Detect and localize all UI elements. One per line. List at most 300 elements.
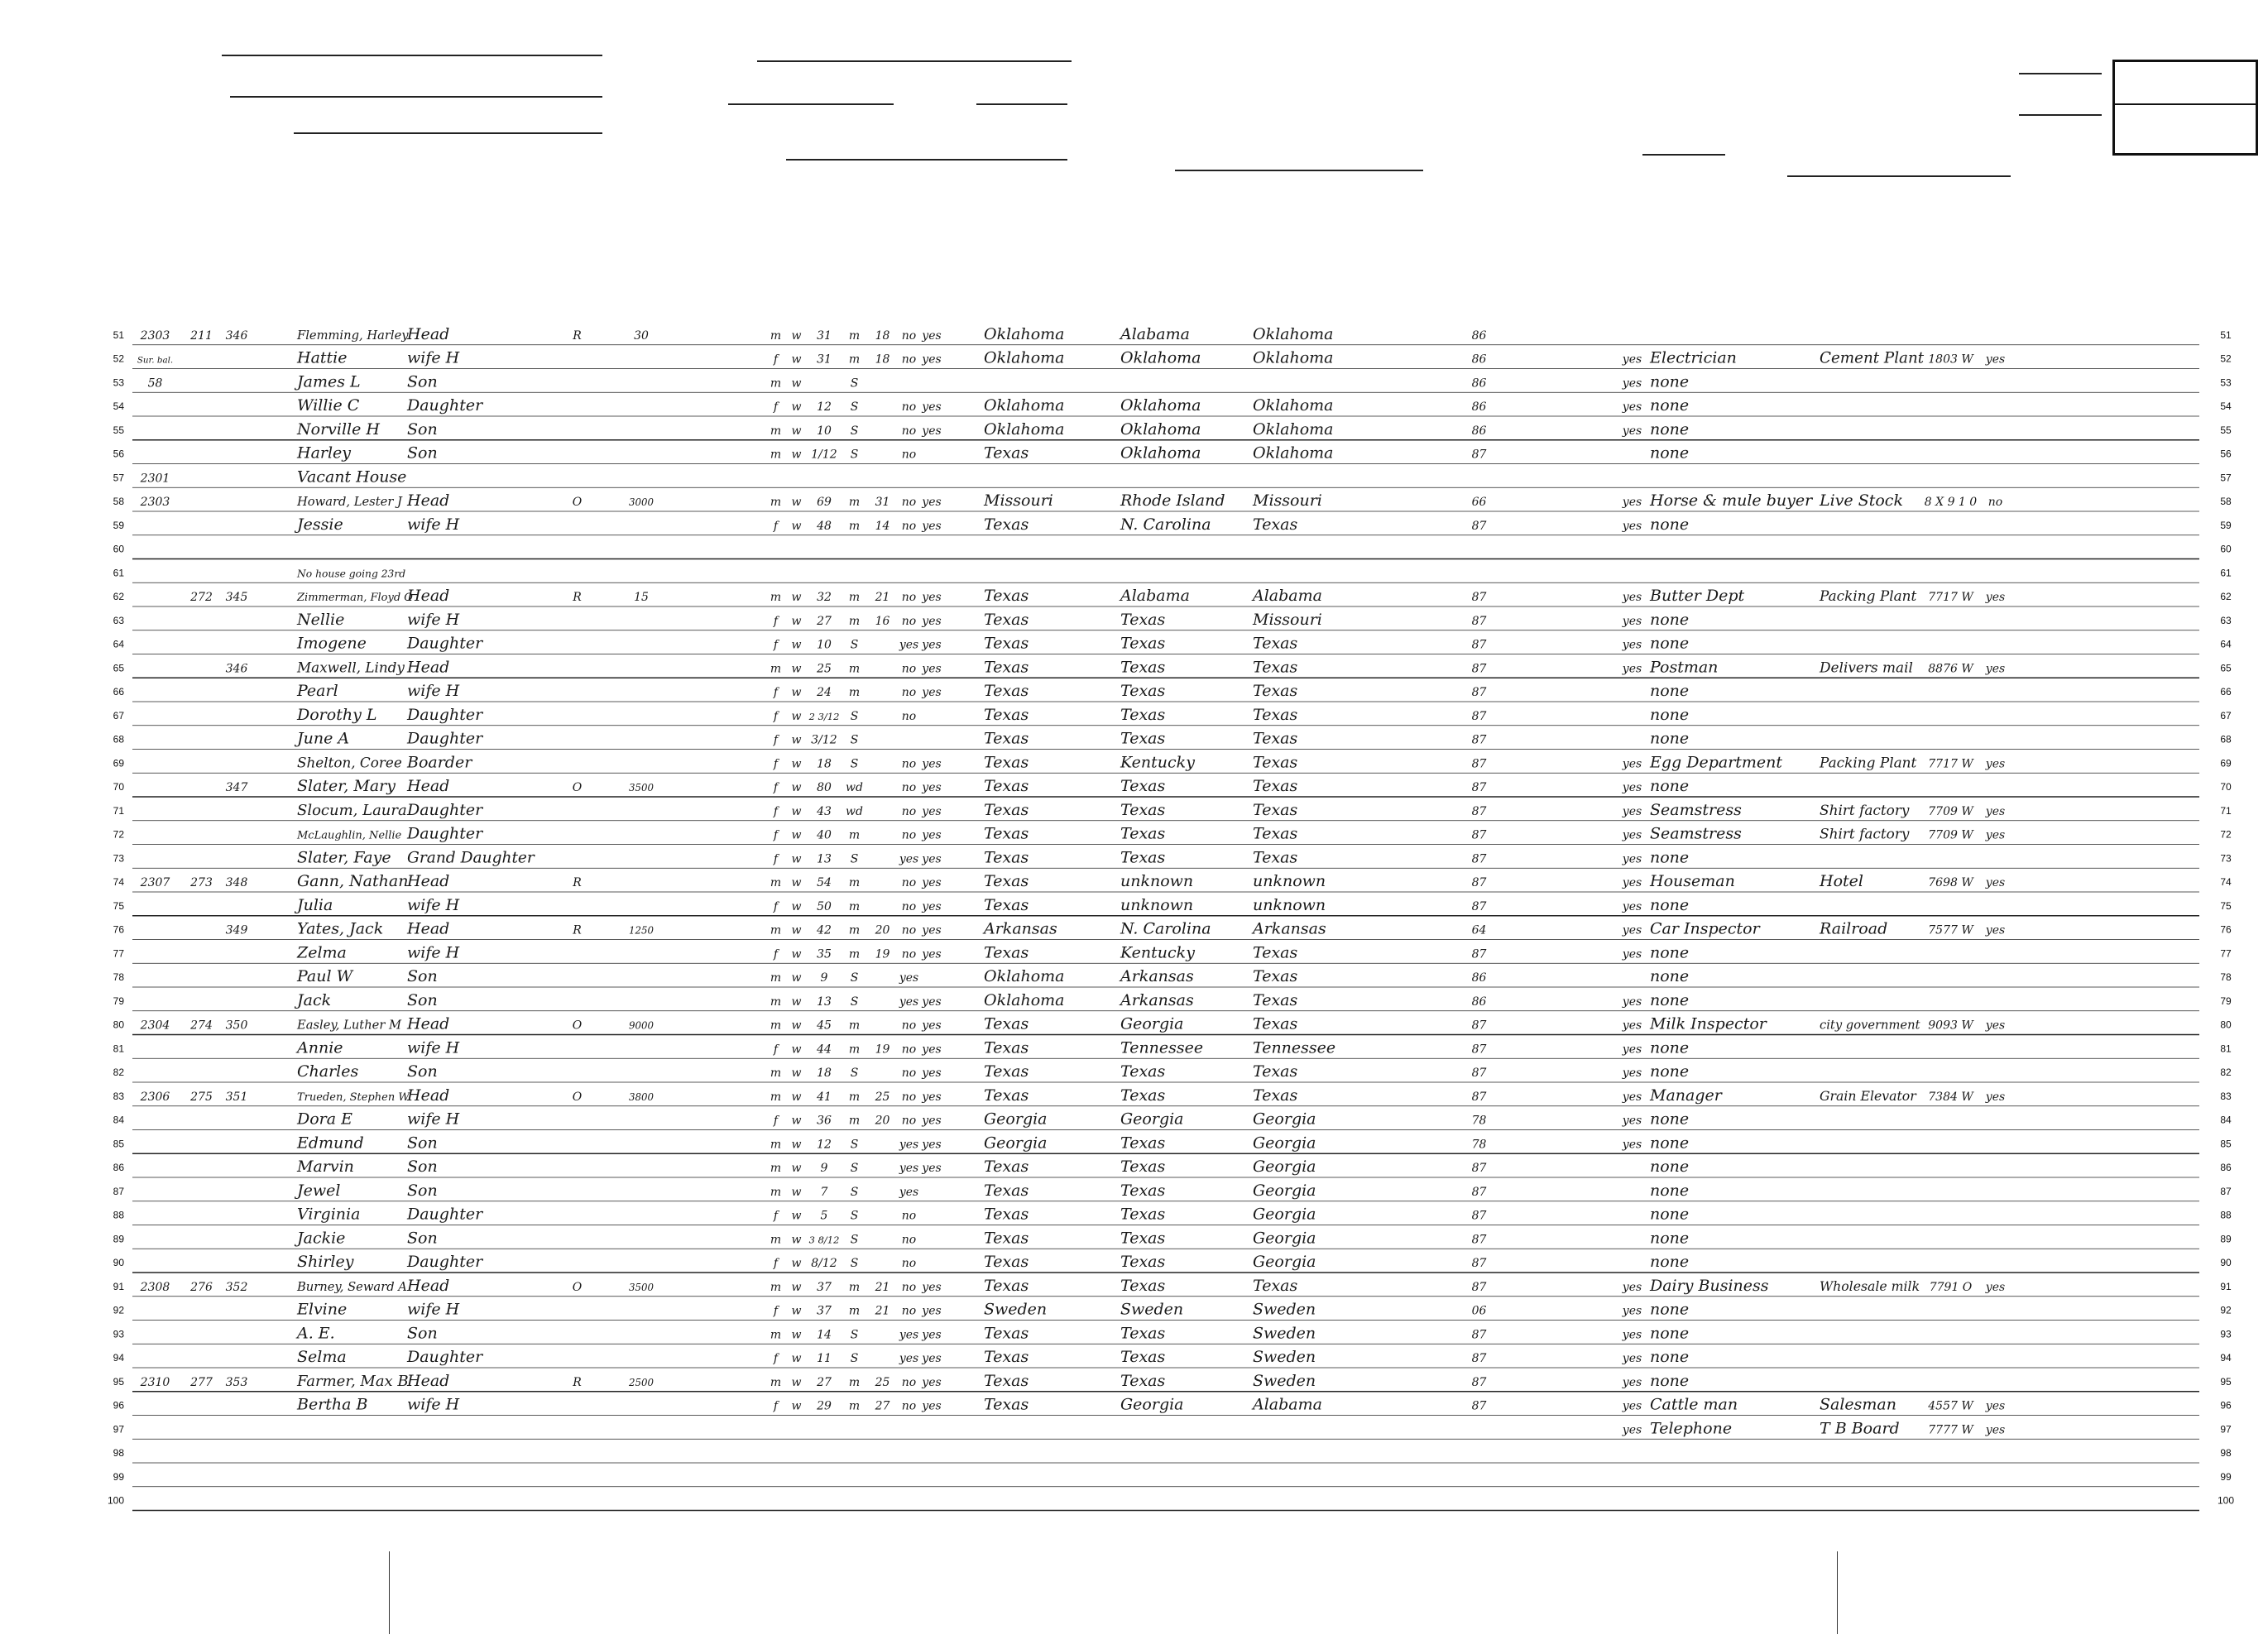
cell-street: 2304 (140, 1019, 170, 1033)
cell-code: 87 (1471, 733, 1487, 747)
cell-agemar: 18 (875, 352, 890, 367)
cell-school: yes (899, 995, 919, 1009)
cell-age: 31 (817, 328, 832, 343)
line-number-right: 57 (2220, 472, 2232, 484)
cell-worked: yes (1985, 804, 2006, 818)
cell-tenure: R (573, 923, 582, 937)
cell-pob: Texas (984, 515, 1029, 534)
cell-marital: S (850, 1209, 859, 1223)
cell-name: Jackie (297, 1229, 346, 1248)
cell-marital: m (848, 1019, 861, 1033)
line-number: 53 (113, 376, 124, 389)
cell-read: yes (922, 1067, 942, 1080)
line-number: 80 (113, 1019, 124, 1031)
cell-age: 32 (817, 591, 832, 604)
cell-name: Pearl (297, 682, 338, 700)
cell-mpob: Texas (1253, 634, 1298, 653)
cell-occ: Horse & mule buyer (1650, 491, 1813, 510)
cell-worked: yes (1985, 876, 2006, 889)
cell-marital: S (850, 971, 859, 985)
line-number-right: 96 (2220, 1399, 2232, 1412)
cell-worked: yes (1985, 828, 2006, 842)
cell-race: w (791, 376, 802, 391)
cell-code: 87 (1471, 804, 1487, 818)
cell-english: yes (1622, 995, 1642, 1009)
cell-read: yes (922, 424, 942, 438)
cell-mpob: Sweden (1253, 1324, 1316, 1343)
cell-name: Howard, Lester J (297, 495, 402, 509)
cell-code: 87 (1471, 1352, 1487, 1365)
cell-name: Slocum, Laura (297, 801, 407, 819)
cell-name: Slater, Mary (297, 777, 396, 795)
cell-pob: Sweden (984, 1300, 1048, 1319)
cell-mpob: unknown (1253, 872, 1326, 890)
cell-age: 13 (817, 995, 832, 1009)
line-number: 61 (113, 567, 124, 579)
cell-code: 86 (1471, 424, 1487, 438)
line-number: 62 (113, 591, 124, 602)
cell-sex: f (773, 1043, 779, 1057)
cell-code: 87 (1471, 709, 1487, 723)
cell-marital: m (848, 352, 861, 367)
cell-age: 42 (817, 923, 832, 937)
cell-mpob: Sweden (1253, 1348, 1316, 1366)
cell-race: w (791, 638, 802, 652)
line-number-right: 87 (2220, 1185, 2232, 1197)
cell-age: 11 (817, 1352, 832, 1365)
cell-race: w (791, 899, 802, 913)
cell-fam: 348 (225, 876, 248, 889)
cell-tenure: O (572, 1090, 583, 1104)
cell-fpob: Rhode Island (1120, 491, 1225, 510)
cell-agemar: 21 (875, 1304, 890, 1318)
cell-race: w (791, 757, 802, 771)
cell-sex: f (773, 1399, 779, 1413)
cell-house: 276 (190, 1280, 213, 1294)
cell-occ: none (1650, 634, 1690, 653)
cell-sex: m (770, 328, 782, 343)
cell-marital: m (848, 328, 861, 343)
line-number: 72 (113, 828, 124, 841)
cell-occ: none (1650, 1253, 1690, 1271)
line-number: 84 (113, 1114, 124, 1126)
cell-agemar: 27 (875, 1399, 890, 1413)
line-number: 68 (113, 733, 124, 745)
cell-sex: f (773, 828, 779, 842)
cell-occ: Postman (1650, 658, 1719, 677)
cell-worked: yes (1985, 1090, 2006, 1104)
cell-sex: m (770, 591, 782, 604)
cell-mpob: Texas (1253, 990, 1298, 1009)
cell-marital: m (848, 1399, 861, 1413)
cell-marital: S (850, 1328, 859, 1342)
cell-fpob: Texas (1120, 1324, 1166, 1343)
cell-sex: m (770, 1375, 782, 1389)
cell-occode: 7791 O (1929, 1280, 1973, 1294)
cell-race: w (791, 1138, 802, 1152)
cell-tenure: O (572, 1280, 583, 1294)
cell-sex: m (770, 1138, 782, 1152)
cell-sex: f (773, 852, 779, 866)
cell-english: yes (1622, 591, 1642, 604)
cell-tenure: O (572, 1019, 583, 1033)
cell-english: yes (1622, 1090, 1642, 1104)
cell-code: 78 (1471, 1138, 1487, 1152)
cell-code: 86 (1471, 376, 1487, 391)
cell-sex: m (770, 1090, 782, 1104)
cell-race: w (791, 1399, 802, 1413)
line-number: 75 (113, 899, 124, 912)
cell-occ: none (1650, 1371, 1690, 1390)
line-number-right: 66 (2220, 686, 2232, 697)
line-number-right: 74 (2220, 876, 2232, 888)
cell-read: yes (922, 923, 942, 937)
cell-house: 211 (190, 328, 213, 343)
cell-mpob: Georgia (1253, 1253, 1316, 1271)
cell-race: w (791, 1304, 802, 1318)
cell-read: yes (922, 686, 942, 699)
cell-rel: Head (407, 491, 450, 510)
cell-race: w (791, 1067, 802, 1080)
cell-worked: yes (1985, 1423, 2006, 1437)
cell-name: Zimmerman, Floyd O (297, 592, 413, 604)
cell-name: Farmer, Max B (297, 1372, 409, 1390)
cell-school: no (901, 804, 917, 818)
cell-mpob: Sweden (1253, 1371, 1316, 1390)
cell-read: yes (922, 995, 942, 1009)
cell-mpob: Missouri (1253, 610, 1322, 629)
line-number: 58 (113, 496, 124, 507)
cell-name: Harley (297, 443, 352, 463)
cell-value: 3800 (628, 1091, 655, 1103)
cell-sex: m (770, 662, 782, 676)
cell-house: 272 (190, 591, 213, 604)
cell-house: 275 (190, 1090, 213, 1104)
cell-name: Easley, Luther M (297, 1018, 402, 1033)
line-number-right: 91 (2220, 1280, 2232, 1292)
cell-fpob: Georgia (1120, 1395, 1184, 1414)
cell-read: yes (922, 400, 942, 414)
cell-fam: 346 (225, 328, 248, 343)
cell-ind: Packing Plant (1820, 754, 1917, 771)
cell-street: 58 (147, 376, 163, 391)
cell-occode: 7717 W (1928, 591, 1973, 604)
cell-house: 277 (190, 1375, 213, 1389)
cell-code: 87 (1471, 1328, 1487, 1342)
cell-marital: S (850, 1138, 859, 1152)
cell-occode: 7384 W (1928, 1090, 1973, 1104)
cell-sex: m (770, 1185, 782, 1199)
cell-sex: m (770, 971, 782, 985)
cell-rel: wife H (407, 1110, 460, 1129)
cell-fpob: Texas (1120, 1253, 1166, 1271)
cell-rel: Daughter (407, 634, 483, 653)
cell-ind: T B Board (1820, 1419, 1900, 1438)
cell-english: yes (1622, 947, 1642, 961)
cell-fpob: Oklahoma (1120, 443, 1201, 463)
cell-ind: Delivers mail (1820, 659, 1913, 676)
line-number: 77 (113, 947, 124, 960)
cell-occode: 7777 W (1928, 1423, 1973, 1437)
cell-worked: no (1987, 496, 2003, 509)
cell-occ: none (1650, 419, 1690, 439)
cell-school: no (901, 424, 917, 438)
cell-sex: m (770, 1162, 782, 1175)
line-number: 95 (113, 1375, 124, 1388)
cell-ind: Shirt factory (1820, 801, 1910, 818)
cell-fpob: Texas (1120, 1229, 1166, 1248)
cell-rel: Daughter (407, 396, 483, 415)
cell-marital: S (850, 376, 859, 391)
cell-rel: wife H (407, 682, 460, 700)
cell-read: yes (922, 638, 942, 652)
cell-sex: m (770, 424, 782, 438)
line-number-right: 88 (2220, 1209, 2232, 1221)
cell-fpob: Texas (1120, 800, 1166, 819)
cell-pob: Texas (984, 1229, 1029, 1248)
cell-read: yes (922, 328, 942, 343)
cell-worked: yes (1985, 352, 2006, 367)
cell-pob: Texas (984, 1086, 1029, 1105)
cell-ind: Packing Plant (1820, 587, 1917, 604)
cell-age: 43 (817, 804, 832, 818)
cell-sex: m (770, 995, 782, 1009)
cell-fpob: Tennessee (1120, 1038, 1204, 1057)
cell-read: yes (922, 781, 942, 794)
cell-age: 48 (817, 519, 832, 533)
cell-read: yes (922, 1019, 942, 1033)
cell-fpob: Texas (1120, 1181, 1166, 1200)
cell-name: Shelton, Coree (297, 754, 402, 771)
line-number: 65 (113, 662, 124, 674)
cell-race: w (791, 804, 802, 818)
cell-occode: 4557 W (1928, 1399, 1973, 1413)
cell-mpob: Alabama (1253, 1395, 1322, 1414)
cell-code: 87 (1471, 614, 1487, 628)
cell-read: yes (922, 1399, 942, 1413)
cell-fpob: Texas (1120, 1062, 1166, 1081)
line-number-right: 70 (2220, 781, 2232, 793)
cell-code: 87 (1471, 781, 1487, 794)
cell-english: yes (1622, 781, 1642, 794)
line-number: 52 (113, 352, 124, 365)
cell-code: 87 (1471, 1185, 1487, 1199)
cell-race: w (791, 876, 802, 889)
cell-occ: none (1650, 777, 1690, 795)
cell-rel: Son (407, 1324, 438, 1343)
cell-name: Jack (297, 990, 332, 1009)
cell-english: yes (1622, 1423, 1642, 1437)
cell-school: no (901, 1043, 917, 1057)
line-number-right: 72 (2220, 828, 2232, 841)
cell-rel: Head (407, 658, 450, 677)
footer (132, 1551, 2234, 1642)
cell-pob: Texas (984, 1205, 1029, 1224)
cell-agemar: 19 (875, 947, 890, 961)
cell-code: 87 (1471, 448, 1487, 462)
cell-marital: m (848, 1375, 861, 1389)
cell-age: 10 (817, 638, 832, 652)
cell-fam: 349 (225, 923, 248, 937)
cell-school: no (901, 1280, 917, 1294)
cell-code: 87 (1471, 591, 1487, 604)
cell-mpob: Texas (1253, 848, 1298, 867)
cell-school: yes (899, 1352, 919, 1365)
cell-fpob: unknown (1120, 895, 1194, 914)
cell-english: yes (1622, 1304, 1642, 1318)
cell-code: 78 (1471, 1114, 1487, 1128)
cell-race: w (791, 923, 802, 937)
cell-rel: Head (407, 1014, 450, 1033)
cell-fpob: Kentucky (1120, 753, 1195, 772)
cell-marital: S (850, 757, 859, 771)
cell-name: Dora E (297, 1110, 352, 1129)
cell-rel: wife H (407, 943, 460, 962)
cell-code: 87 (1471, 686, 1487, 699)
cell-mpob: Texas (1253, 777, 1298, 795)
cell-age: 31 (817, 352, 832, 367)
cell-school: yes (899, 852, 919, 866)
cell-pob: Texas (984, 1014, 1029, 1033)
cell-race: w (791, 591, 802, 604)
cell-english: yes (1622, 376, 1642, 391)
cell-occ: none (1650, 1062, 1690, 1081)
cell-ind: city government (1820, 1018, 1920, 1033)
line-number-right: 61 (2220, 567, 2232, 579)
cell-race: w (791, 852, 802, 866)
line-number-right: 100 (2217, 1494, 2235, 1507)
cell-pob: Texas (984, 777, 1029, 795)
cell-race: w (791, 1114, 802, 1128)
cell-school: no (901, 662, 917, 676)
cell-agemar: 20 (875, 923, 890, 937)
cell-occ: none (1650, 1158, 1690, 1176)
cell-pob: Texas (984, 1324, 1029, 1343)
line-number-right: 89 (2220, 1233, 2232, 1245)
cell-occ: Electrician (1650, 348, 1737, 367)
cell-agemar: 31 (875, 496, 890, 509)
cell-name: Trueden, Stephen W (297, 1091, 410, 1104)
cell-street: 2308 (140, 1280, 170, 1294)
cell-pob: Texas (984, 1371, 1029, 1390)
cell-occ: none (1650, 1348, 1690, 1366)
cell-marital: S (850, 852, 859, 866)
cell-age: 37 (817, 1280, 832, 1294)
cell-occode: 1803 W (1928, 352, 1973, 367)
cell-occ: none (1650, 396, 1690, 415)
line-number: 70 (113, 781, 124, 793)
cell-race: w (791, 614, 802, 628)
cell-pob: Texas (984, 1062, 1029, 1081)
cell-code: 86 (1471, 328, 1487, 343)
cell-age: 54 (817, 876, 832, 889)
cell-english: yes (1622, 614, 1642, 628)
cell-mpob: Texas (1253, 705, 1298, 724)
cell-pob: Oklahoma (984, 990, 1065, 1009)
line-number: 82 (113, 1067, 124, 1078)
cell-age: 37 (817, 1304, 832, 1318)
cell-occode: 7709 W (1928, 828, 1973, 842)
cell-mpob: unknown (1253, 895, 1326, 914)
cell-mpob: Georgia (1253, 1205, 1316, 1224)
cell-english: yes (1622, 352, 1642, 367)
cell-name: Selma (297, 1348, 347, 1366)
cell-read: yes (922, 1162, 942, 1175)
cell-fam: 345 (225, 591, 248, 604)
cell-age: 12 (817, 400, 832, 414)
cell-mpob: Texas (1253, 943, 1298, 962)
cell-occ: none (1650, 610, 1690, 629)
cell-age: 27 (817, 614, 832, 628)
cell-sex: m (770, 1328, 782, 1342)
cell-value: 3500 (628, 1281, 655, 1293)
cell-occ: none (1650, 1300, 1690, 1319)
cell-sex: f (773, 400, 779, 414)
cell-rel: wife H (407, 610, 460, 629)
line-number: 54 (113, 400, 124, 412)
cell-mpob: Texas (1253, 658, 1298, 677)
cell-sex: f (773, 638, 779, 652)
cell-read: yes (922, 947, 942, 961)
cell-sex: f (773, 781, 779, 794)
cell-name: Hattie (297, 348, 348, 367)
cell-occ: Seamstress (1650, 800, 1742, 819)
line-number: 63 (113, 614, 124, 626)
cell-fpob: Texas (1120, 1348, 1166, 1366)
line-number: 93 (113, 1328, 124, 1340)
cell-read: yes (922, 519, 942, 533)
cell-read: yes (922, 614, 942, 628)
cell-occ: none (1650, 1110, 1690, 1129)
line-number-right: 71 (2220, 804, 2232, 817)
cell-code: 66 (1471, 496, 1487, 509)
cell-rel: Son (407, 1062, 438, 1081)
cell-code: 87 (1471, 1375, 1487, 1389)
cell-age: 27 (817, 1375, 832, 1389)
line-number: 87 (113, 1185, 124, 1197)
cell-pob: Texas (984, 1348, 1029, 1366)
cell-fam: 350 (225, 1019, 248, 1033)
cell-english: yes (1622, 1399, 1642, 1413)
cell-sex: f (773, 899, 779, 913)
cell-pob: Texas (984, 1253, 1029, 1271)
cell-race: w (791, 1162, 802, 1175)
cell-code: 87 (1471, 638, 1487, 652)
cell-rel: Head (407, 1276, 450, 1295)
cell-race: w (791, 1328, 802, 1342)
line-number-right: 92 (2220, 1304, 2232, 1316)
cell-fpob: Georgia (1120, 1110, 1184, 1129)
cell-pob: Oklahoma (984, 967, 1065, 985)
cell-fpob: Oklahoma (1120, 396, 1201, 415)
cell-age: 45 (817, 1019, 832, 1033)
cell-occ: Houseman (1650, 872, 1735, 890)
cell-occ: Manager (1650, 1086, 1722, 1105)
cell-occ: none (1650, 705, 1690, 724)
cell-mpob: Texas (1253, 1086, 1298, 1105)
cell-code: 86 (1471, 352, 1487, 367)
cell-street: 2303 (140, 328, 170, 343)
line-number-right: 60 (2220, 543, 2232, 555)
cell-name: Julia (297, 895, 333, 914)
cell-occ: none (1650, 515, 1690, 534)
cell-agemar: 21 (875, 1280, 890, 1294)
cell-street: 2303 (140, 496, 170, 509)
cell-school: no (901, 1067, 917, 1080)
cell-race: w (791, 1019, 802, 1033)
cell-name: Yates, Jack (297, 919, 384, 938)
cell-english: yes (1622, 828, 1642, 842)
